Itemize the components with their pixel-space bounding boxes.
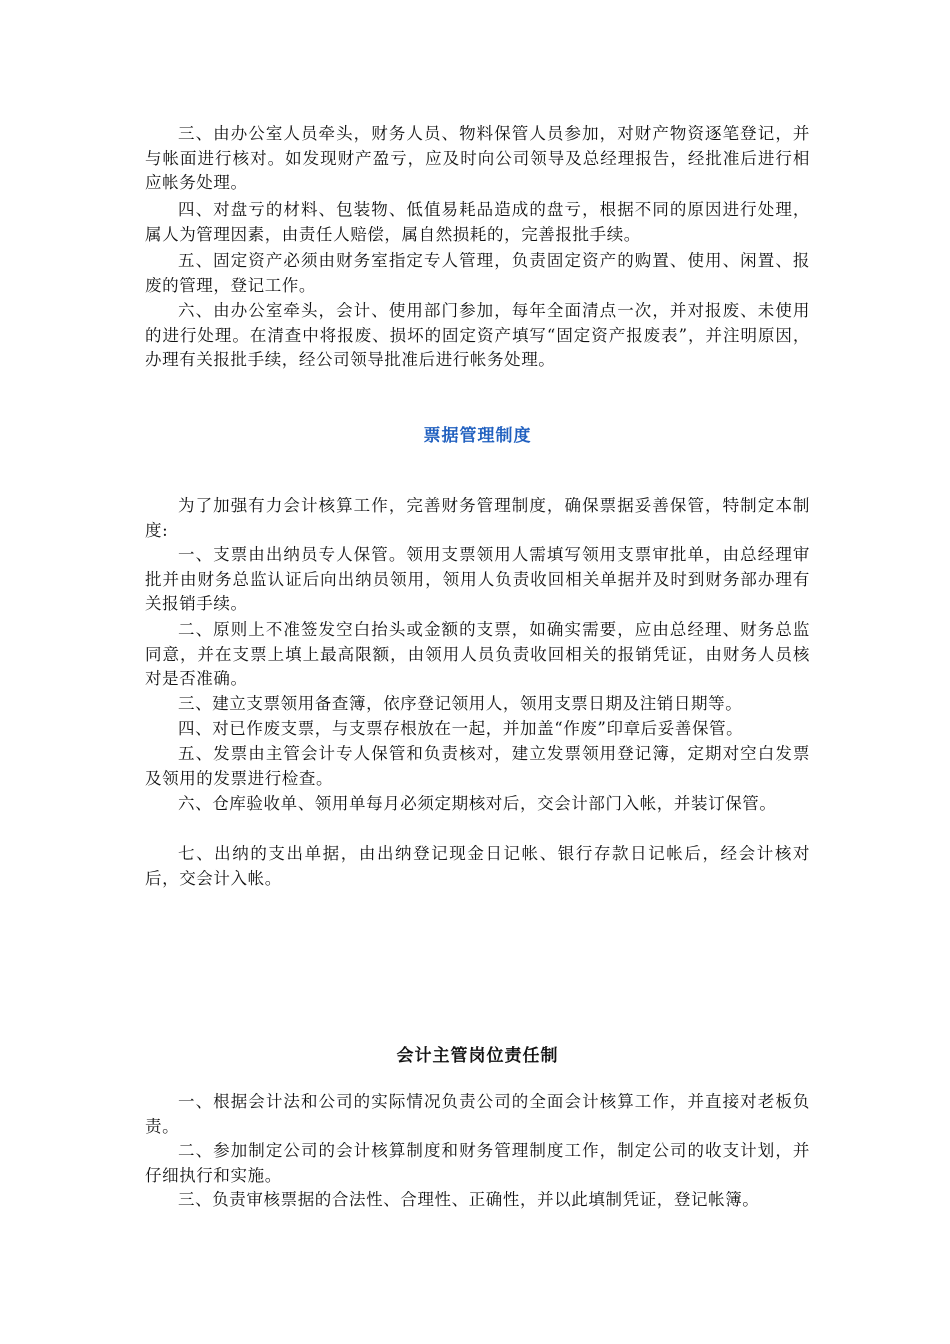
paragraph-check-custody: 一、支票由出纳员专人保管。领用支票领用人需填写领用支票审批单，由总经理审批并由财务总监认证后向出纳员领用，领用人负责收回相关单据并及时到财务部办理有关报销手续。 <box>145 545 810 614</box>
section-title-bill-management: 票据管理制度 <box>423 426 532 446</box>
paragraph-invoices: 五、发票由主管会计专人保管和负责核对，建立发票领用登记簿，定期对空白发票及领用的发票进行检查。 <box>145 744 810 788</box>
paragraph-inventory-loss: 四、对盘亏的材料、包装物、低值易耗品造成的盘亏，根据不同的原因进行处理，属人为管理因素，由责任人赔偿，属自然损耗的，完善报批手续。 <box>145 200 810 244</box>
paragraph-check-register: 三、建立支票领用备查簿，依序登记领用人，领用支票日期及注销日期等。 <box>178 694 743 713</box>
paragraph-void-checks: 四、对已作废支票，与支票存根放在一起，并加盖“作废”印章后妥善保管。 <box>178 719 744 738</box>
paragraph-cashier-expenses: 七、出纳的支出单据，由出纳登记现金日记帐、银行存款日记帐后，经会计核对后，交会计入帐。 <box>145 844 810 888</box>
paragraph-blank-checks: 二、原则上不准签发空白抬头或金额的支票，如确实需要，应由总经理、财务总监同意，并在支票上填上最高限额，由领用人员负责收回相关的报销凭证，由财务人员核对是否准确。 <box>145 620 810 689</box>
paragraph-warehouse-receipts: 六、仓库验收单、领用单每月必须定期核对后，交会计部门入帐，并装订保管。 <box>178 794 777 813</box>
paragraph-supervisor-duty-1: 一、根据会计法和公司的实际情况负责公司的全面会计核算工作，并直接对老板负责。 <box>145 1092 810 1136</box>
paragraph-supervisor-duty-2: 二、参加制定公司的会计核算制度和财务管理制度工作，制定公司的收支计划，并仔细执行和实施。 <box>145 1141 810 1185</box>
paragraph-annual-count: 六、由办公室牵头，会计、使用部门参加，每年全面清点一次，并对报废、未使用的进行处理。在清查中将报废、损坏的固定资产填写“固定资产报废表”，并注明原因，办理有关报批手续，经公司领导批准后进行帐务处理。 <box>145 301 810 370</box>
paragraph-supervisor-duty-3: 三、负责审核票据的合法性、合理性、正确性，并以此填制凭证，登记帐簿。 <box>178 1190 760 1209</box>
paragraph-inventory-check: 三、由办公室人员牵头，财务人员、物料保管人员参加，对财产物资逐笔登记，并与帐面进行核对。如发现财产盈亏，应及时向公司领导及总经理报告，经批准后进行相应帐务处理。 <box>145 124 810 193</box>
paragraph-fixed-assets: 五、固定资产必须由财务室指定专人管理，负责固定资产的购置、使用、闲置、报废的管理，登记工作。 <box>145 251 810 295</box>
paragraph-bill-intro: 为了加强有力会计核算工作，完善财务管理制度，确保票据妥善保管，特制定本制度: <box>145 496 810 540</box>
section-title-accounting-supervisor: 会计主管岗位责任制 <box>396 1046 559 1066</box>
